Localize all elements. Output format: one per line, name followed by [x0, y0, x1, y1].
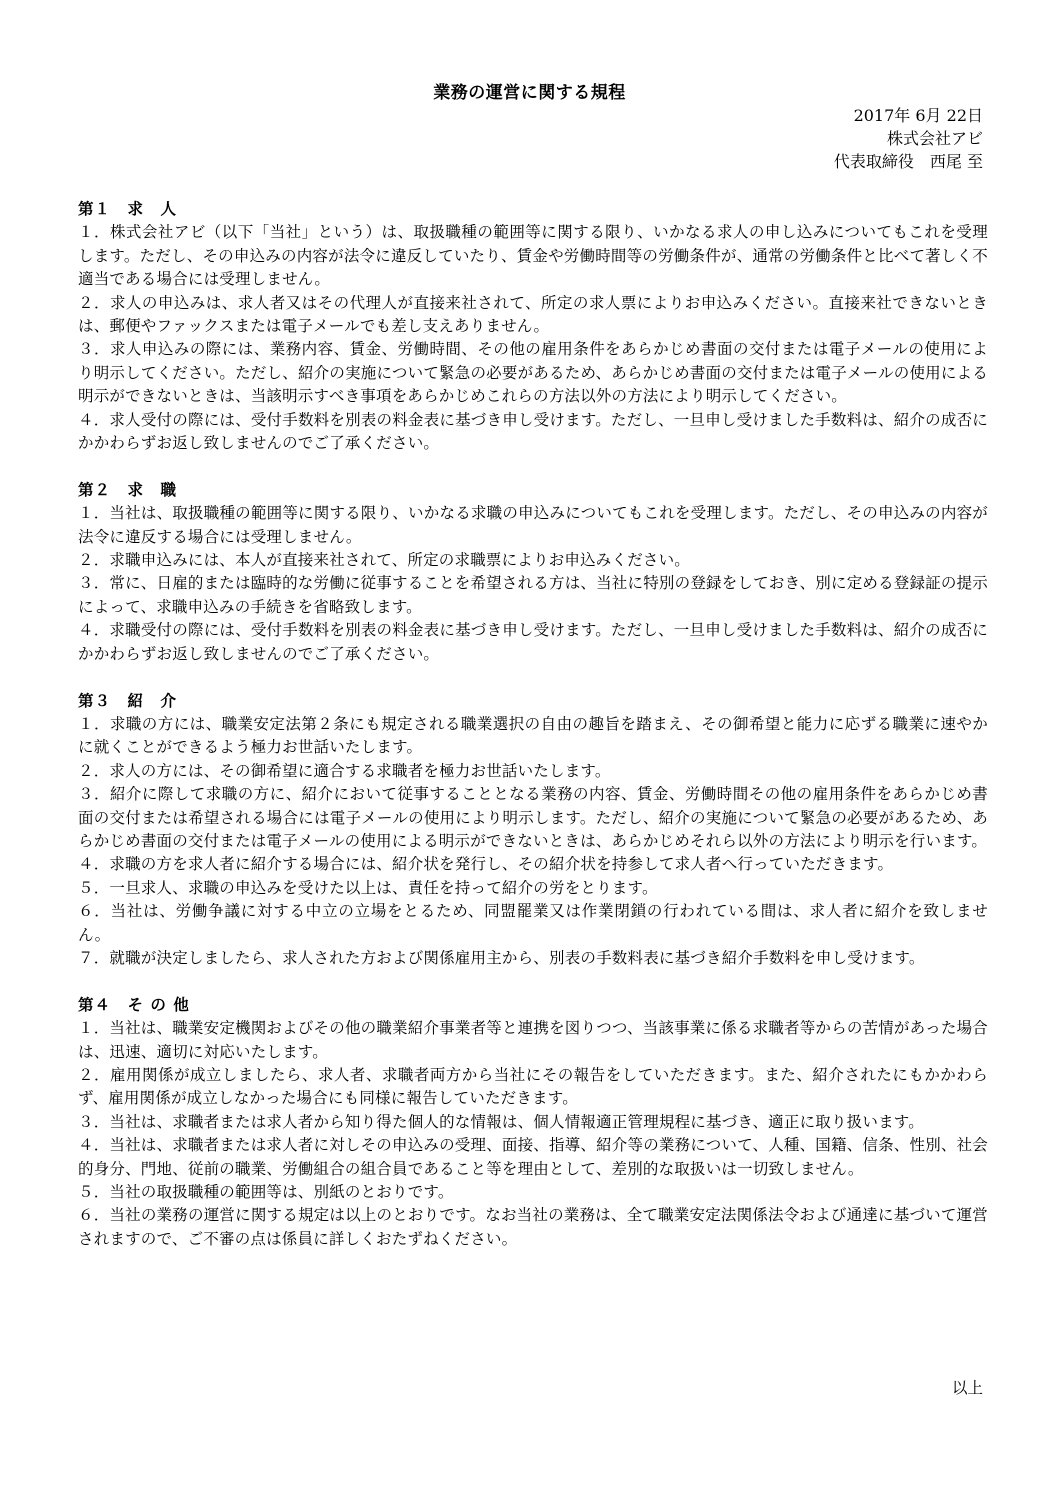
- section-paragraph: １．当社は、職業安定機関およびその他の職業紹介事業者等と連携を図りつつ、当該事業に係る求職者等からの苦情があった場合は、迅速、適切に対応いたします。: [78, 1019, 988, 1061]
- representative-name: 代表取締役 西尾 至: [833, 152, 983, 171]
- section-paragraph: ２．求人の方には、その御希望に適合する求職者を極力お世話いたします。: [78, 761, 611, 780]
- closing-mark: 以上: [951, 1379, 983, 1397]
- section-paragraph: ３．常に、日雇的または臨時的な労働に従事することを希望される方は、当社に特別の登録をしておき、別に定める登録証の提示によって、求職申込みの手続きを省略致します。: [78, 574, 988, 616]
- section-paragraph: ２．求人の申込みは、求人者又はその代理人が直接来社されて、所定の求人票によりお申込みください。直接来社できないときは、郵便やファックスまたは電子メールでも差し支えありません。: [78, 293, 988, 336]
- section-other: [78, 994, 988, 1251]
- section-paragraph: １．求職の方には、職業安定法第２条にも規定される職業選択の自由の趣旨を踏まえ、その御希望と能力に応ずる職業に速やかに就くことができるよう極力お世話いたします。: [78, 714, 988, 757]
- section-paragraph: ４．当社は、求職者または求人者に対しその申込みの受理、面接、指導、紹介等の業務について、人種、国籍、信条、性別、社会的身分、門地、従前の職業、労働組合の組合員であること等を理由として、差別的な取扱いは一切致しません。: [78, 1136, 988, 1178]
- section-paragraph: ４．求職受付の際には、受付手数料を別表の料金表に基づき申し受けます。ただし、一旦申し受けました手数料は、紹介の成否にかかわらずお返し致しませんのでご了承ください。: [78, 621, 988, 663]
- section-paragraph: ４．求人受付の際には、受付手数料を別表の料金表に基づき申し受けます。ただし、一旦申し受けました手数料は、紹介の成否にかかわらずお返し致しませんのでご了承ください。: [78, 410, 988, 453]
- section-paragraph: ５．当社の取扱職種の範囲等は、別紙のとおりです。: [78, 1183, 454, 1202]
- section-paragraph: ５．一旦求人、求職の申込みを受けた以上は、責任を持って紹介の労をとります。: [78, 878, 658, 897]
- section-job-seeking: [78, 479, 988, 666]
- section-paragraph: ７．就職が決定しましたら、求人された方および関係雇用主から、別表の手数料表に基づき紹介手数料を申し受けます。: [78, 948, 925, 967]
- company-name: 株式会社アビ: [886, 129, 983, 148]
- document-date: 2017年 6月 22日: [853, 106, 983, 125]
- section-paragraph: ６．当社の業務の運営に関する規定は以上のとおりです。なお当社の業務は、全て職業安定法関係法令および通達に基づいて運営されますので、ご不審の点は係員に詳しくおたずねください。: [78, 1206, 988, 1248]
- section-recruitment: [78, 198, 988, 455]
- section-paragraph: ３．当社は、求職者または求人者から知り得た個人的な情報は、個人情報適正管理規程に基づき、適正に取り扱います。: [78, 1112, 924, 1131]
- section-paragraph: １．株式会社アビ（以下「当社」という）は、取扱職種の範囲等に関する限り、いかなる求人の申し込みについてもこれを受理します。ただし、その申込みの内容が法令に違反していたり、賃金や労働時間等の労働条件が、通常の労働条件と比べて著しく不適当である場合には受理しません。: [78, 223, 988, 289]
- section-paragraph: ３．紹介に際して求職の方に、紹介において従事することとなる業務の内容、賃金、労働時間その他の雇用条件をあらかじめ書面の交付または希望される場合には電子メールの使用により明示します。ただし、紹介の実施について緊急の必要があるため、あらかじめ書面の交付または電子メールの使用による明示ができないときは、あらかじめそれら以外の方法により明示を行います。: [78, 785, 988, 850]
- document-meta: [834, 104, 983, 173]
- section-paragraph: ２．求職申込みには、本人が直接来社されて、所定の求職票によりお申込みください。: [78, 551, 690, 570]
- section-paragraph: ６．当社は、労働争議に対する中立の立場をとるため、同盟罷業又は作業閉鎖の行われている間は、求人者に紹介を致しません。: [78, 902, 988, 944]
- section-heading: 第１ 求 人: [78, 200, 178, 218]
- document-body: [78, 198, 988, 1251]
- section-heading: 第４ そ の 他: [78, 995, 190, 1014]
- section-paragraph: ４．求職の方を求人者に紹介する場合には、紹介状を発行し、その紹介状を持参して求人者へ行っていただきます。: [78, 855, 894, 874]
- section-introduction: [78, 690, 988, 971]
- section-paragraph: １．当社は、取扱職種の範囲等に関する限り、いかなる求職の申込みについてもこれを受理します。ただし、その申込みの内容が法令に違反する場合には受理しません。: [78, 504, 988, 546]
- section-heading: 第３ 紹 介: [78, 691, 178, 710]
- section-paragraph: ３．求人申込みの際には、業務内容、賃金、労働時間、その他の雇用条件をあらかじめ書面の交付または電子メールの使用により明示してください。ただし、紹介の実施について緊急の必要があるため、あらかじめ書面の交付または電子メールの使用による明示ができないときは、当該明示すべき事項をあらかじめこれらの方法以外の方法により明示してください。: [78, 340, 988, 406]
- section-heading: 第２ 求 職: [78, 480, 178, 499]
- document-title: 業務の運営に関する規程: [433, 83, 626, 103]
- section-paragraph: ２．雇用関係が成立しましたら、求人者、求職者両方から当社にその報告をしていただきます。また、紹介されたにもかかわらず、雇用関係が成立しなかった場合にも同様に報告していただきます。: [78, 1065, 988, 1108]
